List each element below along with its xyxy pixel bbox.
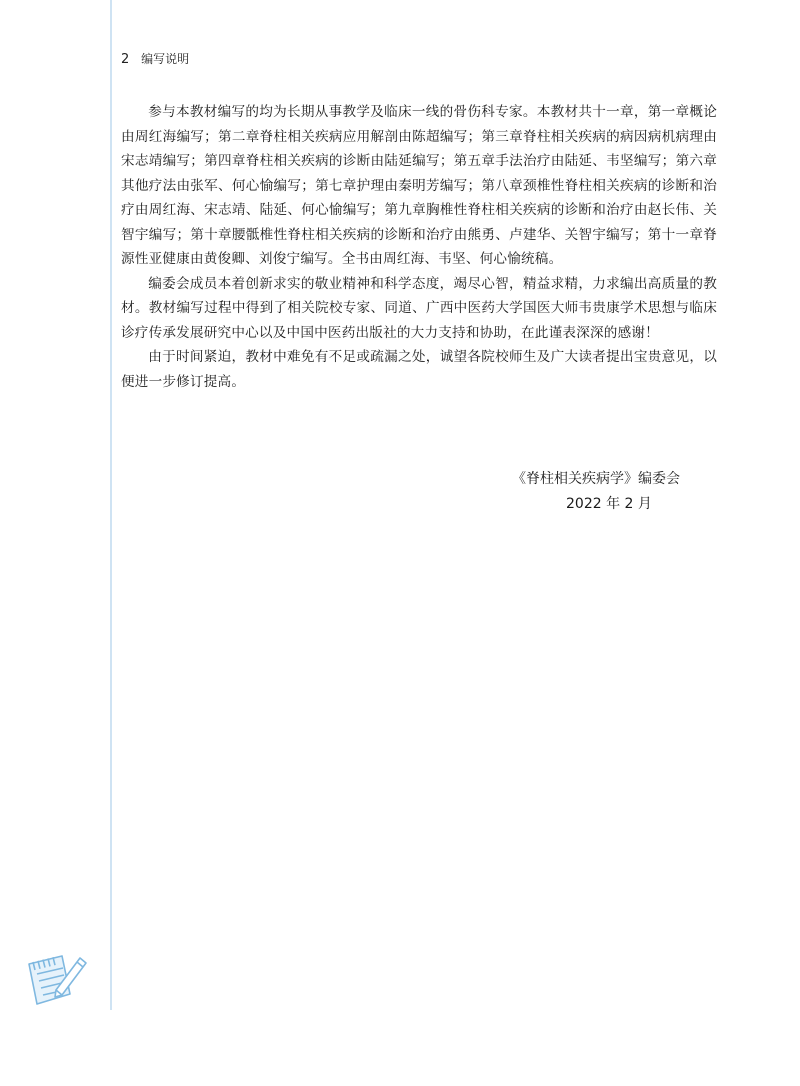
notepad-pencil-icon [26,950,88,1012]
running-header [121,50,189,67]
committee-name: 《脊柱相关疾病学》编委会 [512,471,680,487]
paragraph-feedback: 由于时间紧迫，教材中难免有不足或疏漏之处，诚望各院校师生及广大读者提出宝贵意见，以便进一步修订提高。 [121,349,717,390]
margin-rule [110,0,112,1010]
date-text: 2022 年 2 月 [566,496,652,512]
preface-body [121,100,717,394]
page-number: 2 [121,52,130,67]
paragraph-thanks: 编委会成员本着创新求实的敬业精神和科学态度，竭尽心智，精益求精，力求编出高质量的教材。教材编写过程中得到了相关院校专家、同道、广西中医药大学国医大师韦贵康学术思想与临床诊疗传承发展研究中心以及中国中医药出版社的大力支持和协助，在此谨表深深的感谢！ [121,275,717,341]
paragraph-authors: 参与本教材编写的均为长期从事教学及临床一线的骨伤科专家。本教材共十一章，第一章概论由周红海编写；第二章脊柱相关疾病应用解剖由陈超编写；第三章脊柱相关疾病的病因病机病理由宋志靖编写；第四章脊柱相关疾病的诊断由陆延编写；第五章手法治疗由陆延、韦坚编写；第六章其他疗法由张军、何心愉编写；第七章护理由秦明芳编写；第八章颈椎性脊柱相关疾病的诊断和治疗由周红海、宋志靖、陆延、何心愉编写；第九章胸椎性脊柱相关疾病的诊断和治疗由赵长伟、关智宇编写；第十章腰骶椎性脊柱相关疾病的诊断和治疗由熊勇、卢建华、关智宇编写；第十一章脊源性亚健康由黄俊卿、刘俊宁编写。全书由周红海、韦坚、何心愉统稿。 [121,104,717,267]
section-title: 编写说明 [141,52,190,66]
